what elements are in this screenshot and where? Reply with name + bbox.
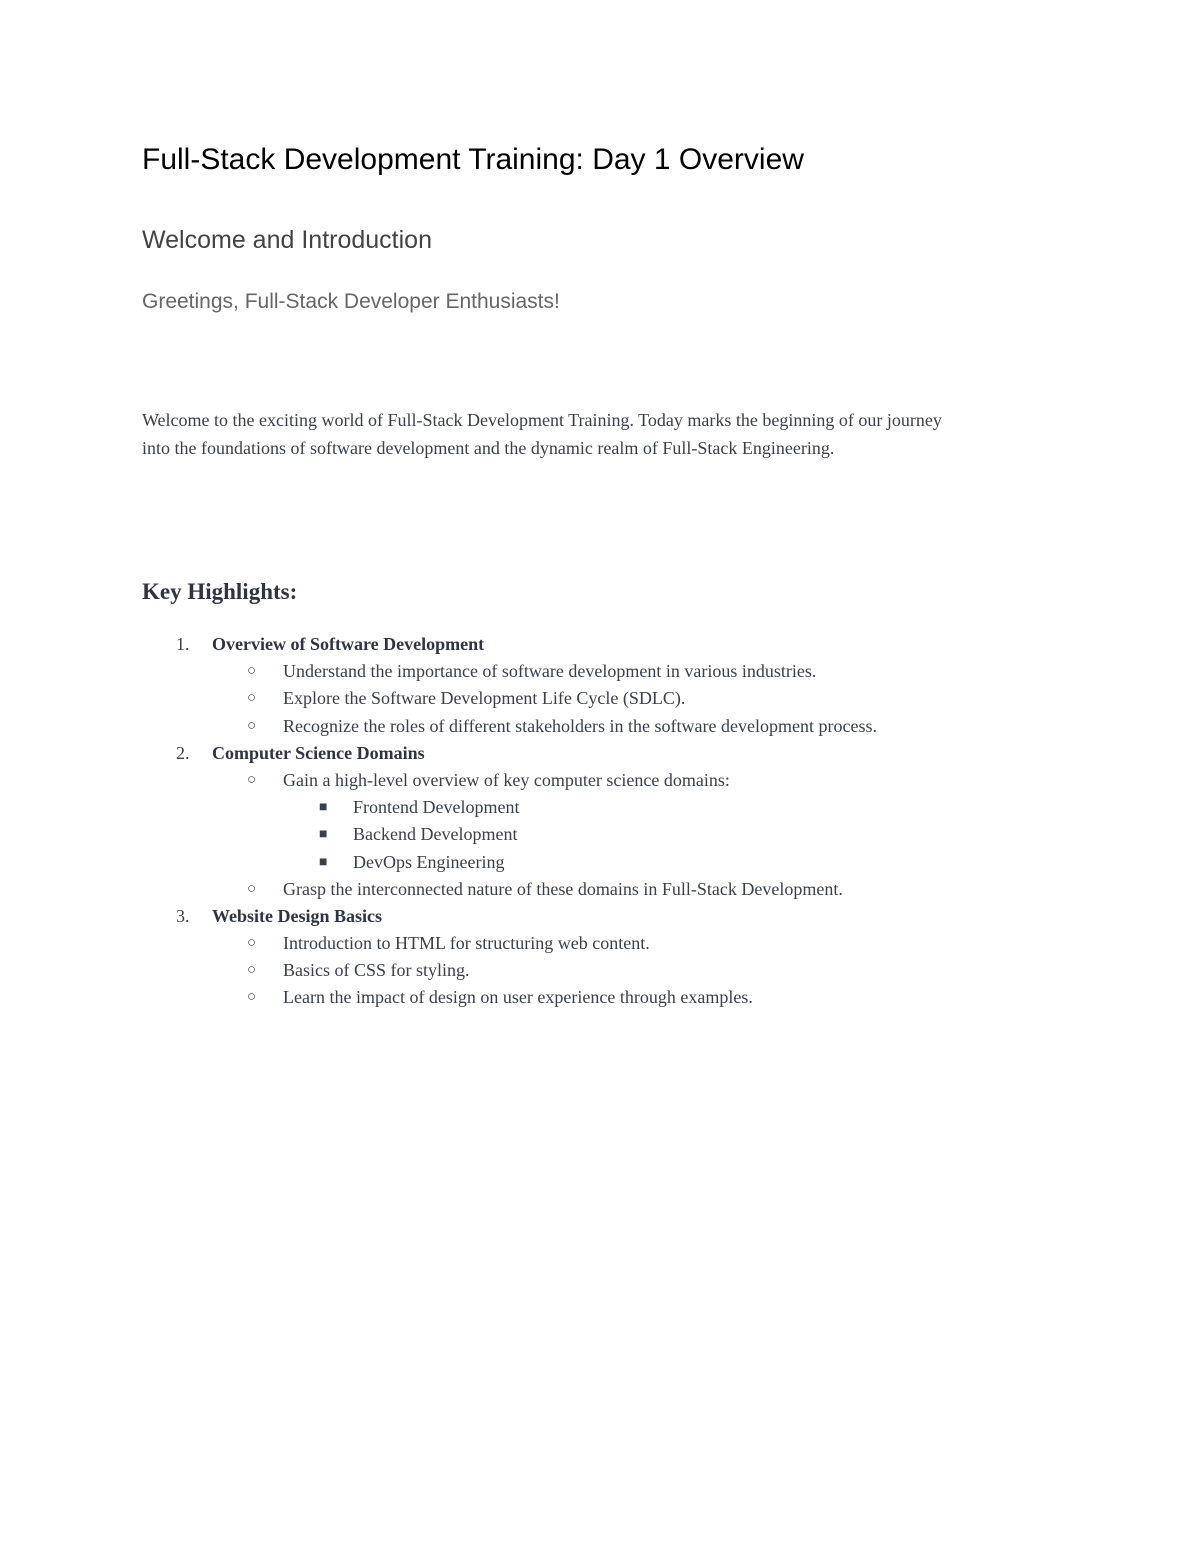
list-item [142,713,1062,740]
section-heading-welcome: Welcome and Introduction [142,226,432,254]
hollow-circle-bullet-icon: ○ [247,771,257,788]
list-item-text: Explore the Software Development Life Cycle (SDLC). [283,688,686,709]
list-item-text: Grasp the interconnected nature of these domains in Full-Stack Development. [283,878,843,899]
list-item-text: Understand the importance of software development in various industries. [283,661,817,682]
key-highlights-heading: Key Highlights: [142,579,298,604]
square-bullet-icon: ■ [319,854,328,870]
document-title: Full-Stack Development Training: Day 1 Overview [142,143,804,176]
list-subitem-text: DevOps Engineering [353,851,505,872]
list-subitem [142,794,1062,821]
list-item-text: Gain a high-level overview of key computer science domains: [283,769,730,790]
list-item [142,930,1062,957]
list-item [142,685,1062,712]
hollow-circle-bullet-icon: ○ [247,989,257,1006]
section-title: Computer Science Domains [212,742,425,763]
list-subitem-text: Backend Development [353,824,518,845]
hollow-circle-bullet-icon: ○ [247,690,257,707]
intro-line: into the foundations of software development and the dynamic realm of Full-Stack Engineering. [142,438,835,458]
hollow-circle-bullet-icon: ○ [247,962,257,979]
list-number: 2. [176,742,190,763]
list-subitem [142,849,1062,876]
square-bullet-icon: ■ [319,800,328,816]
list-item [142,658,1062,685]
list-item-text: Basics of CSS for styling. [283,960,470,981]
list-item-text: Introduction to HTML for structuring web content. [283,933,650,954]
list-item-section [142,631,1062,658]
hollow-circle-bullet-icon: ○ [247,880,257,897]
list-item [142,876,1062,903]
section-title: Overview of Software Development [212,634,485,654]
section-title: Website Design Basics [212,905,383,926]
list-subitem [142,821,1062,848]
greeting-subtitle: Greetings, Full-Stack Developer Enthusiasts! [142,290,560,313]
list-item [142,767,1062,794]
highlights-list [142,631,1062,1012]
list-subitem-text: Frontend Development [353,797,520,818]
intro-line: Welcome to the exciting world of Full-Stack Development Training. Today marks the beginning of our journey [142,410,942,430]
list-item-text: Recognize the roles of different stakeholders in the software development process. [283,715,877,736]
intro-paragraph [142,406,1062,462]
list-item [142,984,1062,1011]
hollow-circle-bullet-icon: ○ [247,663,257,680]
list-item-section [142,903,1062,930]
list-item-text: Learn the impact of design on user experience through examples. [283,987,753,1008]
list-number: 3. [176,905,190,926]
hollow-circle-bullet-icon: ○ [247,717,257,734]
square-bullet-icon: ■ [319,827,328,843]
list-item [142,957,1062,984]
hollow-circle-bullet-icon: ○ [247,935,257,952]
list-item-section [142,740,1062,767]
list-number: 1. [176,634,190,654]
